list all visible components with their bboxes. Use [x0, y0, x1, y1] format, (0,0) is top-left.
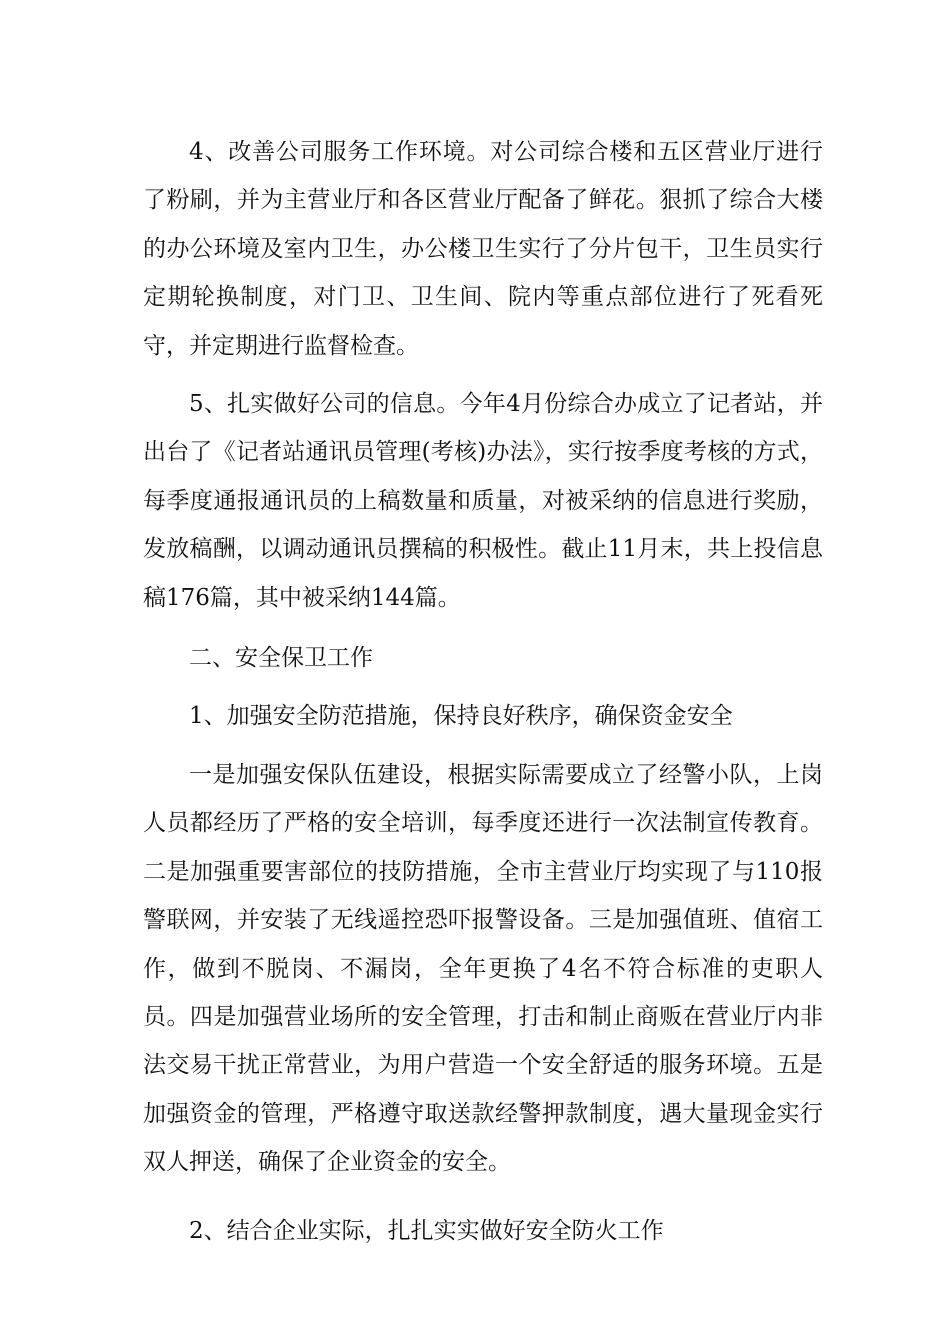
subheading-fire-safety: 2、结合企业实际，扎扎实实做好安全防火工作 — [189, 1217, 664, 1244]
paragraph-service-environment: 4、改善公司服务工作环境。对公司综合楼和五区营业厅进行了粉刷，并为主营业厅和各区营业厅配备了鲜花。狠抓了综合大楼的办公环境及室内卫生，办公楼卫生实行了分片包干，卫生员实行定期轮换制度，对门卫、卫生间、院内等重点部位进行了死看死守，并定期进行监督检查。 — [143, 139, 823, 359]
paragraph-company-information: 5、扎实做好公司的信息。今年4月份综合办成立了记者站，并出台了《记者站通讯员管理(考核)办法》，实行按季度考核的方式，每季度通报通讯员的上稿数量和质量，对被采纳的信息进行奖励，发放稿酬，以调动通讯员撰稿的积极性。截止11月末，共上投信息稿176篇，其中被采纳144篇。 — [143, 391, 823, 611]
document-body — [143, 128, 823, 1255]
paragraph-safety-measures-detail: 一是加强安保队伍建设，根据实际需要成立了经警小队，上岗人员都经历了严格的安全培训，每季度还进行一次法制宣传教育。二是加强重要害部位的技防措施，全市主营业厅均实现了与110报警联网，并安装了无线遥控恐吓报警设备。三是加强值班、值宿工作，做到不脱岗、不漏岗，全年更换了4名不符合标准的吏职人员。四是加强营业场所的安全管理，打击和制止商贩在营业厅内非法交易干扰正常营业，为用户营造一个安全舒适的服务环境。五是加强资金的管理，严格遵守取送款经警押款制度，遇大量现金实行双人押送，确保了企业资金的安全。 — [143, 761, 823, 1176]
subheading-safety-measures: 1、加强安全防范措施，保持良好秩序，确保资金安全 — [189, 703, 733, 730]
section-heading-security: 二、安全保卫工作 — [189, 645, 373, 672]
